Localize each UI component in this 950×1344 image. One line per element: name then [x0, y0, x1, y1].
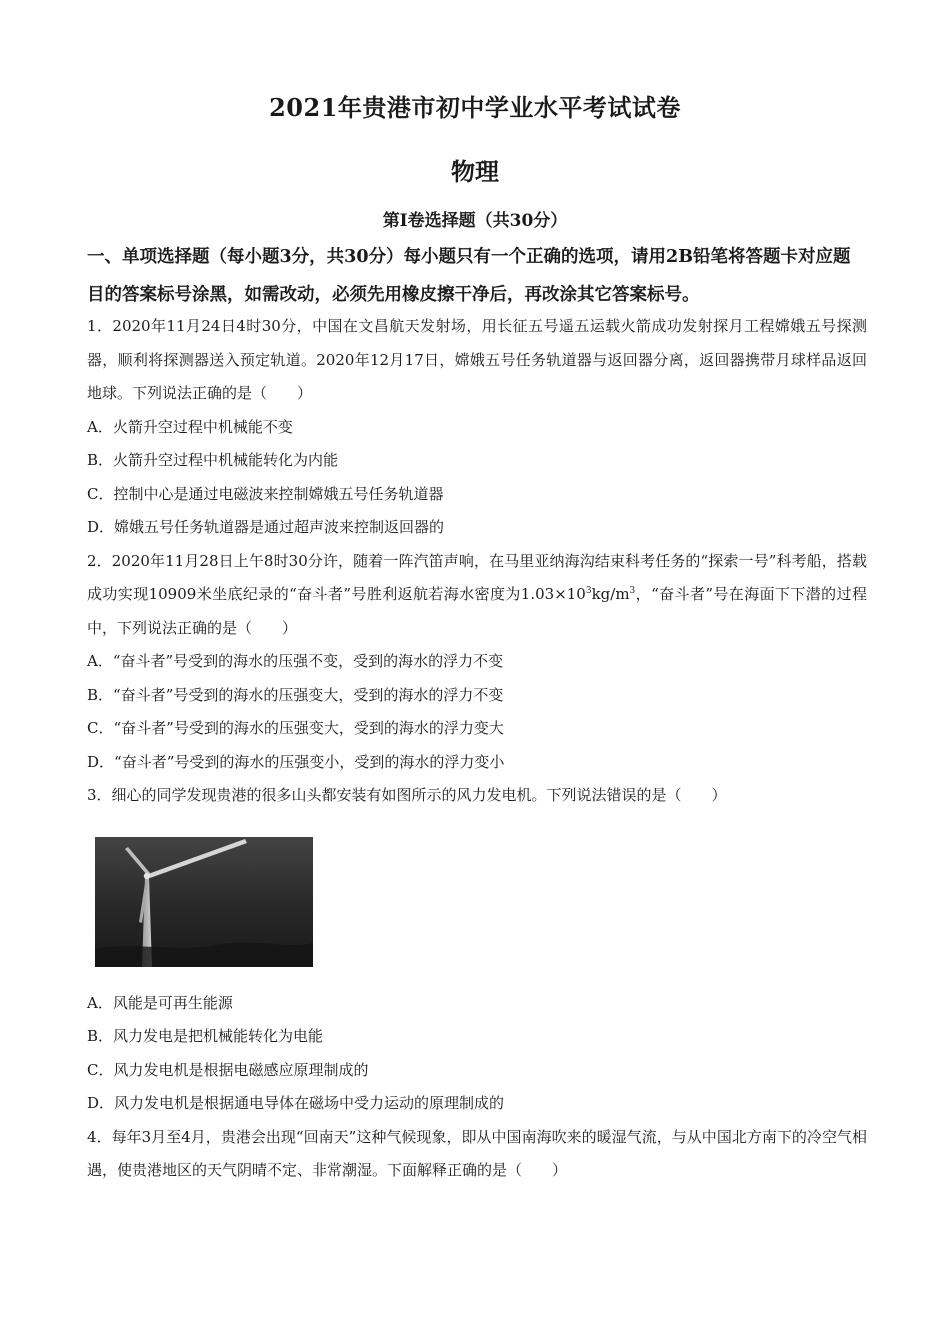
- option-a: A．“奋斗者”号受到的海水的压强不变，受到的海水的浮力不变: [87, 652, 504, 670]
- stem-text-after: ，“奋斗者”号在海面下下潜的过程中，下列说法正确的是（ ）: [87, 585, 867, 637]
- question-2: [87, 545, 867, 780]
- option-d: D．“奋斗者”号受到的海水的压强变小，受到的海水的浮力变小: [87, 752, 505, 771]
- question-1: [87, 310, 867, 545]
- question-list: [87, 310, 867, 1188]
- option-a: A．风能是可再生能源: [87, 993, 233, 1012]
- option-d: D．风力发电机是根据通电导体在磁场中受力运动的原理制成的: [87, 1094, 505, 1112]
- option-b: B．“奋斗者”号受到的海水的压强变大，受到的海水的浮力不变: [87, 685, 504, 704]
- question-stem: 4．每年3月至4月，贵港会出现“回南天”这种气候现象，即从中国南海吹来的暖湿气流，与从中国北方南下的冷空气相遇，使贵港地区的天气阴晴不定、非常潮湿。下面解释正确的是（ ）: [87, 1127, 867, 1179]
- option-b: B．风力发电是把机械能转化为电能: [87, 1027, 324, 1045]
- question-stem: [87, 545, 867, 646]
- option-a: A．火箭升空过程中机械能不变: [87, 417, 293, 436]
- question-stem: 1．2020年11月24日4时30分，中国在文昌航天发射场，用长征五号遥五运载火箭成功发射探月工程嫦娥五号探测器，顺利将探测器送入预定轨道。2020年12月17日，嫦娥五号任务轨道器与返回器分离，返回器携带月球样品返回地球。下列说法正确的是（ ）: [87, 317, 867, 402]
- option-c: C．风力发电机是根据电磁感应原理制成的: [87, 1060, 369, 1079]
- subject-title: 物理: [451, 157, 499, 186]
- part-heading: 第Ⅰ卷选择题（共30分）: [382, 211, 568, 231]
- question-4: [87, 1121, 867, 1188]
- option-d: D．嫦娥五号任务轨道器是通过超声波来控制返回器的: [87, 518, 445, 536]
- exponent: 3: [629, 586, 636, 596]
- section-instructions: 一、单项选择题（每小题3分，共30分）每小题只有一个正确的选项，请用2B铅笔将答题卡对应题目的答案标号涂黑，如需改动，必须先用橡皮擦干净后，再改涂其它答案标号。: [87, 247, 851, 305]
- exponent: 3: [585, 586, 592, 596]
- exam-title: 2021年贵港市初中学业水平考试试卷: [269, 93, 681, 122]
- option-b: B．火箭升空过程中机械能转化为内能: [87, 451, 339, 469]
- option-c: C．控制中心是通过电磁波来控制嫦娥五号任务轨道器: [87, 484, 444, 503]
- wind-turbine-photo: [95, 837, 313, 967]
- question-3: [87, 779, 867, 1121]
- stem-text-before: 2．2020年11月28日上午8时30分许，随着一阵汽笛声响，在马里亚纳海沟结束科考任务的“探索一号”科考船，搭载成功实现10909米坐底纪录的“奋斗者”号胜利返航若海水密度为1.03×10: [87, 551, 867, 603]
- option-c: C．“奋斗者”号受到的海水的压强变大，受到的海水的浮力变大: [87, 719, 504, 737]
- question-stem: 3．细心的同学发现贵港的很多山头都安装有如图所示的风力发电机。下列说法错误的是（ ）: [87, 786, 727, 804]
- unit-text: kg/m: [591, 585, 630, 603]
